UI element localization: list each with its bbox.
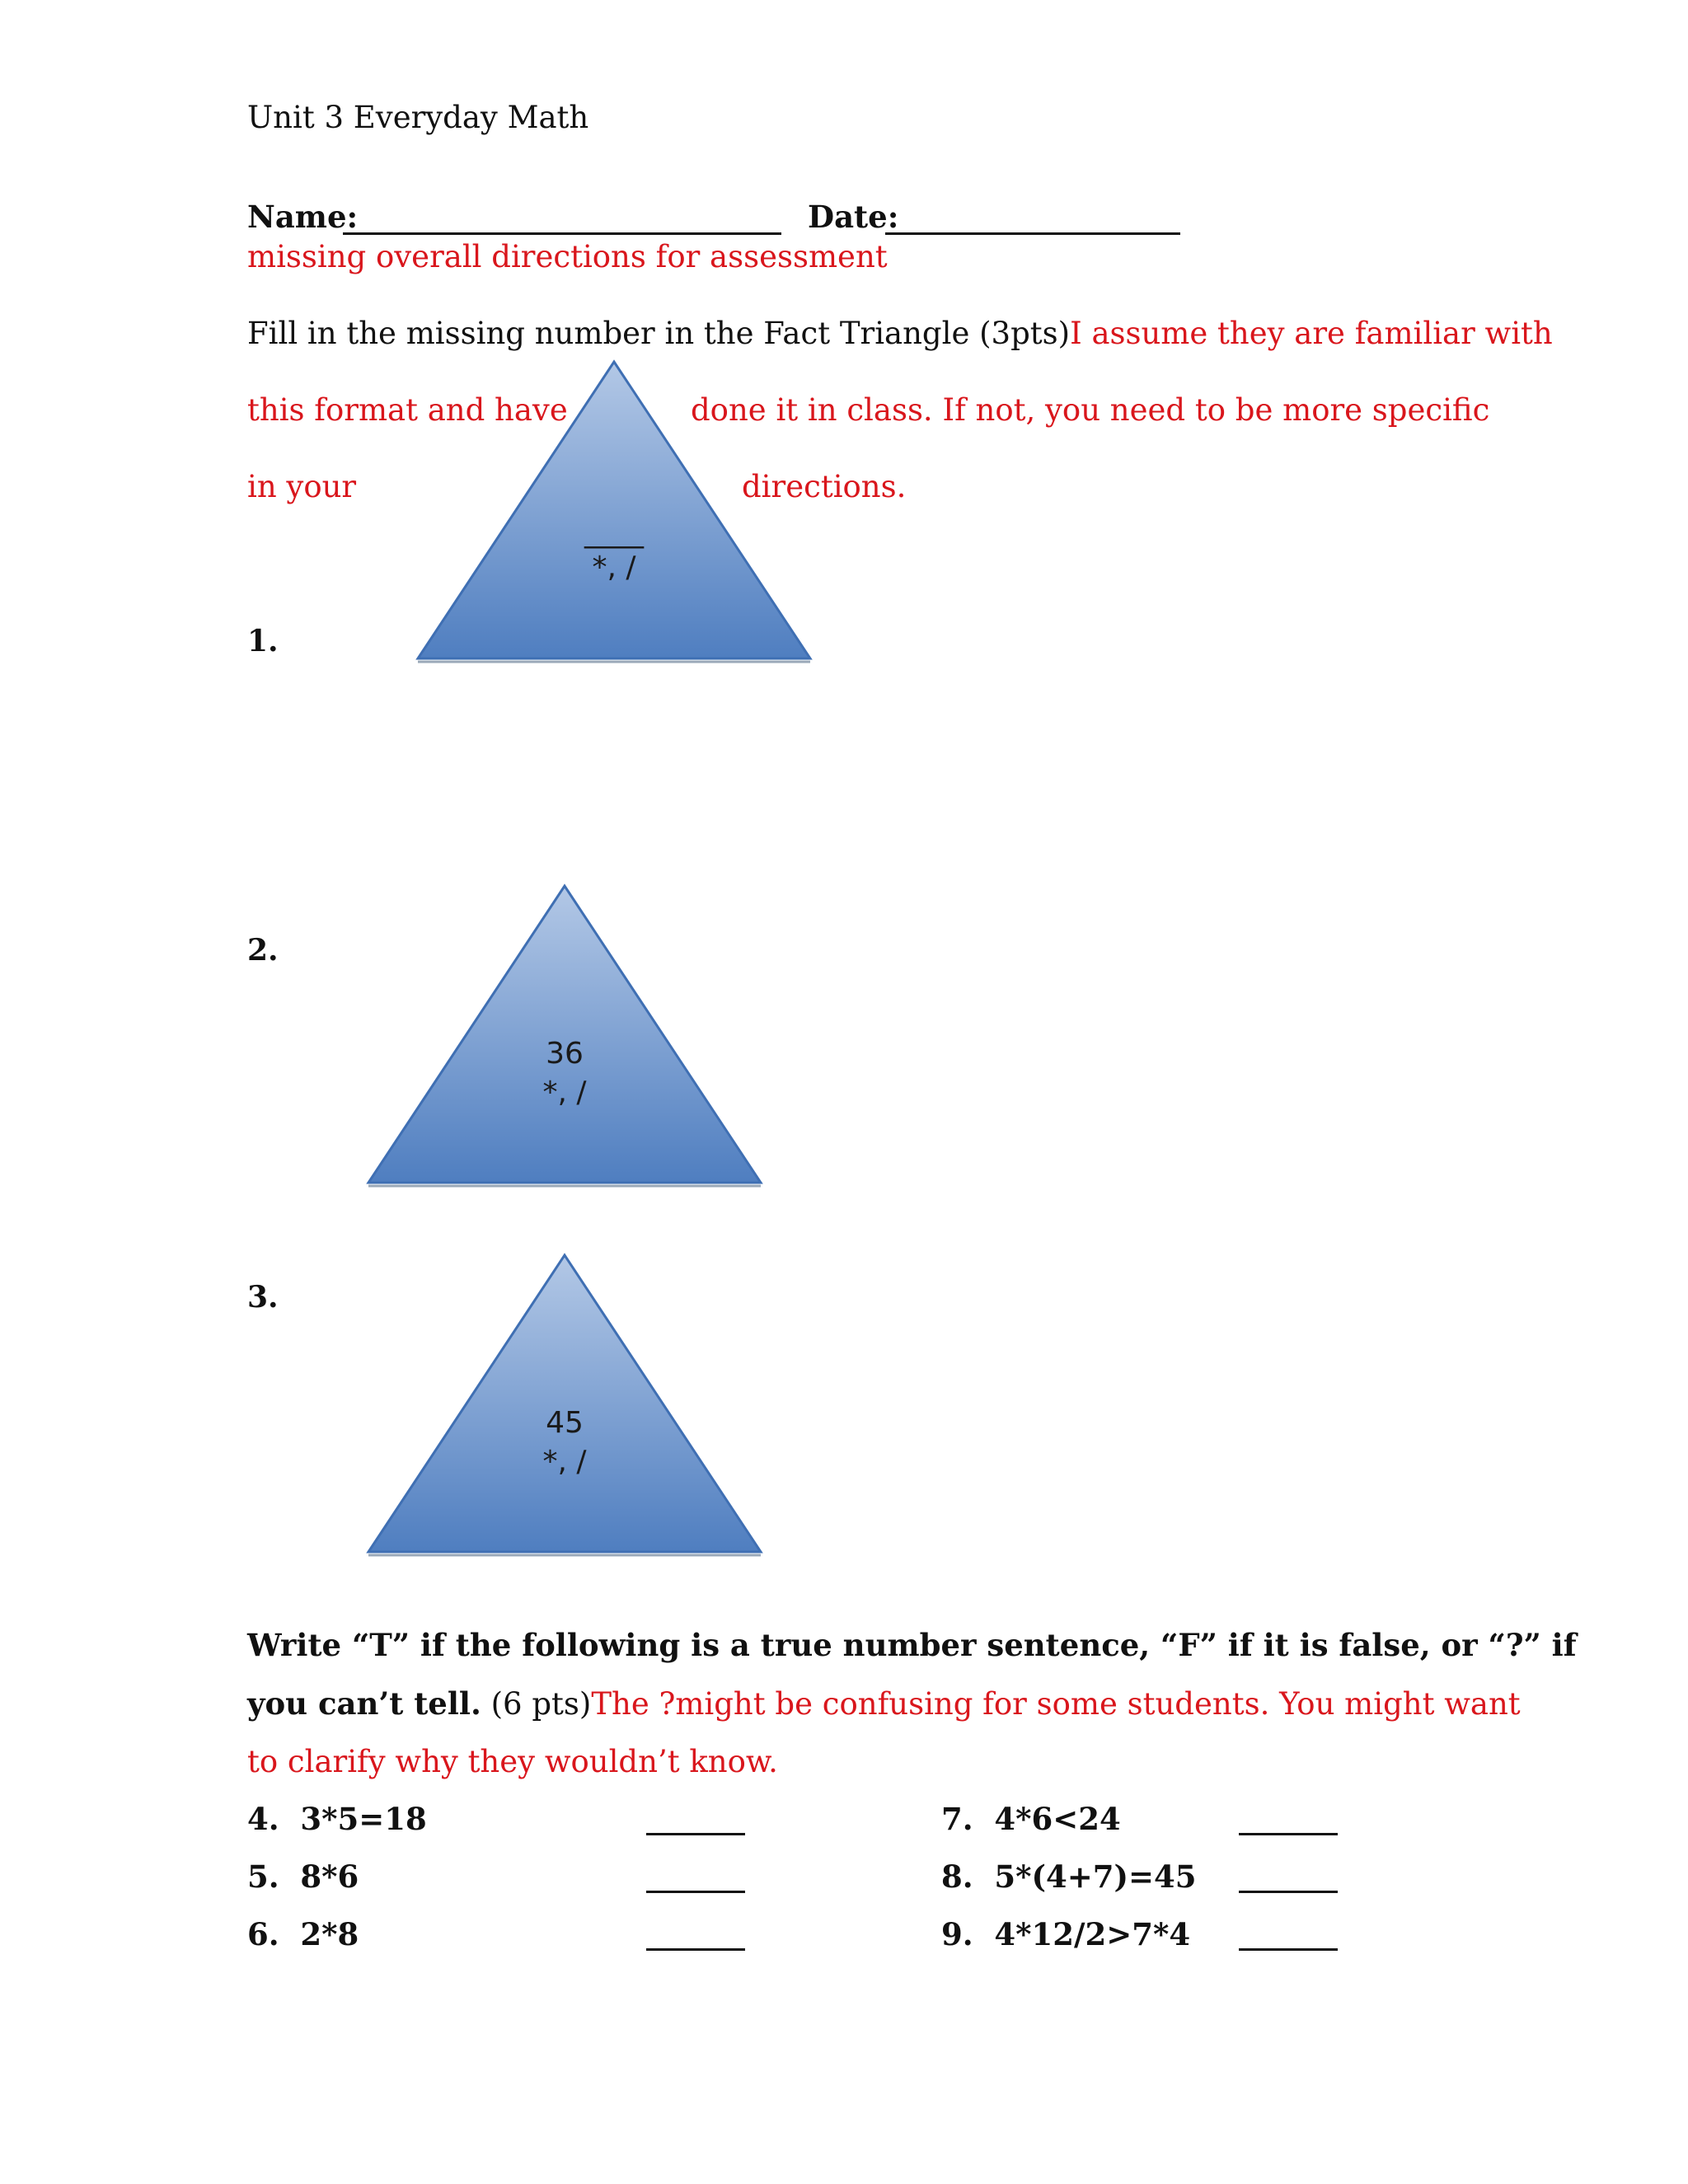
date-blank[interactable] [885, 232, 1180, 235]
true-false-instruction-line1: Write “T” if the following is a true number sentence, “F” if it is false, or “?” if [247, 1627, 1577, 1663]
question-6-expression: 2*8 [300, 1916, 359, 1952]
name-blank[interactable] [343, 232, 781, 235]
triangle-1-operation: *, / [592, 551, 636, 584]
comment-fact-triangle-line3b: directions. [742, 469, 907, 504]
triangle-1-top-blank[interactable]: ____ [584, 515, 644, 549]
question-6-number: 6. [247, 1916, 279, 1952]
comment-fact-triangle-line2b: done it in class. If not, you need to be more specific [691, 392, 1490, 428]
true-false-points: (6 pts) [490, 1686, 592, 1722]
question-9-expression: 4*12/2>7*4 [994, 1916, 1191, 1952]
triangle-2-number: 2. [247, 933, 279, 968]
question-5-expression: 8*6 [300, 1858, 359, 1895]
fact-triangle-instruction [247, 318, 1553, 349]
triangle-3-top-value: 45 [546, 1406, 584, 1440]
question-7-number: 7. [941, 1801, 973, 1837]
comment-fact-triangle-line1: I assume they are familiar with [1070, 316, 1553, 351]
true-false-instruction-text: you can’t tell. [247, 1685, 481, 1722]
triangle-2-top-value: 36 [546, 1037, 584, 1071]
triangle-3-operation: *, / [542, 1445, 587, 1479]
question-8 [941, 1858, 1197, 1895]
question-4-answer-blank[interactable] [646, 1833, 745, 1835]
question-7-answer-blank[interactable] [1239, 1833, 1338, 1835]
question-8-answer-blank[interactable] [1239, 1891, 1338, 1893]
question-9 [941, 1916, 1191, 1952]
question-8-number: 8. [941, 1858, 973, 1895]
triangle-2-operation: *, / [542, 1076, 587, 1109]
question-6 [247, 1916, 359, 1952]
comment-overall: missing overall directions for assessment [247, 239, 888, 274]
comment-true-false-line1: The ?might be confusing for some students. You might want [591, 1686, 1521, 1722]
question-9-number: 9. [941, 1916, 973, 1952]
date-label: Date: [808, 199, 899, 235]
question-4-number: 4. [247, 1801, 279, 1837]
question-6-answer-blank[interactable] [646, 1948, 745, 1951]
name-label: Name: [247, 199, 359, 235]
question-4 [247, 1801, 427, 1837]
question-7-expression: 4*6<24 [994, 1801, 1121, 1837]
comment-true-false-line2: to clarify why they wouldn’t know. [247, 1744, 778, 1779]
comment-fact-triangle-line3a: in your [247, 469, 357, 504]
fact-triangle-1 [416, 360, 812, 665]
comment-fact-triangle-line2a: this format and have [247, 392, 568, 428]
question-4-expression: 3*5=18 [300, 1801, 427, 1837]
fact-triangle-instruction-text: Fill in the missing number in the Fact Triangle (3pts) [247, 316, 1071, 351]
worksheet-title: Unit 3 Everyday Math [247, 100, 589, 135]
triangle-3-number: 3. [247, 1280, 279, 1315]
question-9-answer-blank[interactable] [1239, 1948, 1338, 1951]
triangle-1-number: 1. [247, 624, 279, 658]
question-5-number: 5. [247, 1858, 279, 1895]
question-5 [247, 1858, 359, 1895]
question-5-answer-blank[interactable] [646, 1891, 745, 1893]
question-7 [941, 1801, 1121, 1837]
question-8-expression: 5*(4+7)=45 [994, 1858, 1197, 1895]
true-false-instruction-line2 [247, 1685, 1521, 1722]
